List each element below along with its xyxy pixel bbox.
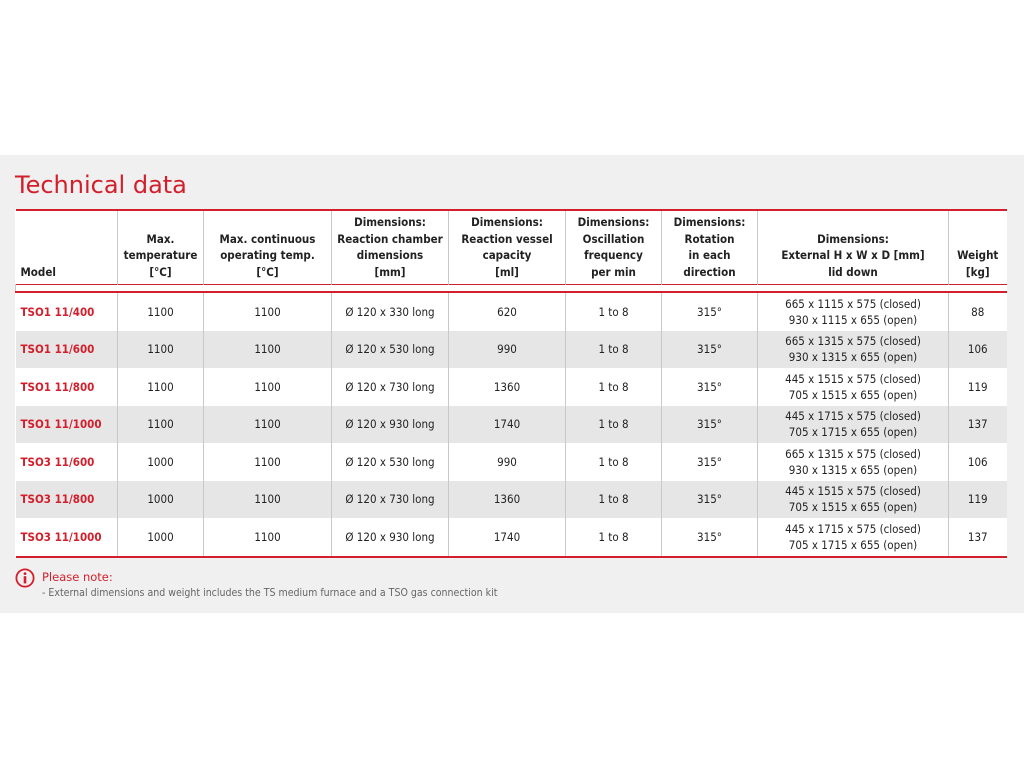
cell-rotation: 315° (662, 443, 758, 481)
cell-max-temperature: 1000 (118, 518, 204, 557)
cell-max-temperature: 1100 (118, 331, 204, 369)
page-title: Technical data (15, 171, 187, 199)
cell-max-continuous-temp: 1100 (204, 368, 332, 406)
cell-max-continuous-temp: 1100 (204, 443, 332, 481)
cell-external-dimensions: 445 x 1715 x 575 (closed) 705 x 1715 x 655 (open) (758, 518, 949, 557)
header-divider-cell (16, 285, 1007, 293)
cell-max-temperature: 1100 (118, 368, 204, 406)
cell-max-continuous-temp: 1100 (204, 292, 332, 331)
note-title: Please note: (42, 570, 113, 584)
cell-max-temperature: 1100 (118, 406, 204, 444)
cell-max-continuous-temp: 1100 (204, 518, 332, 557)
header-model: Model (16, 210, 118, 285)
technical-data-table (15, 209, 1007, 558)
table-row (16, 443, 1007, 481)
cell-weight: 106 (949, 443, 1007, 481)
cell-reaction-chamber: Ø 120 x 530 long (332, 443, 449, 481)
cell-max-continuous-temp: 1100 (204, 406, 332, 444)
header-reaction-chamber: Dimensions: Reaction chamber dimensions [mm] (332, 210, 449, 285)
cell-reaction-vessel: 990 (449, 443, 566, 481)
cell-model: TSO1 11/1000 (16, 406, 118, 444)
cell-model: TSO1 11/400 (16, 292, 118, 331)
cell-weight: 119 (949, 481, 1007, 519)
cell-external-dimensions: 445 x 1715 x 575 (closed) 705 x 1715 x 655 (open) (758, 406, 949, 444)
cell-reaction-chamber: Ø 120 x 530 long (332, 331, 449, 369)
cell-external-dimensions: 445 x 1515 x 575 (closed) 705 x 1515 x 655 (open) (758, 481, 949, 519)
cell-weight: 137 (949, 518, 1007, 557)
header-rotation: Dimensions: Rotation in each direction (662, 210, 758, 285)
cell-reaction-vessel: 990 (449, 331, 566, 369)
cell-model: TSO3 11/600 (16, 443, 118, 481)
table-row (16, 481, 1007, 519)
cell-reaction-chamber: Ø 120 x 730 long (332, 481, 449, 519)
cell-oscillation: 1 to 8 (566, 368, 662, 406)
cell-oscillation: 1 to 8 (566, 481, 662, 519)
table-row (16, 406, 1007, 444)
table-row (16, 368, 1007, 406)
cell-weight: 137 (949, 406, 1007, 444)
header-divider (16, 285, 1007, 293)
header-max-continuous-temp: Max. continuous operating temp. [°C] (204, 210, 332, 285)
cell-model: TSO1 11/600 (16, 331, 118, 369)
cell-reaction-vessel: 1360 (449, 481, 566, 519)
cell-model: TSO3 11/1000 (16, 518, 118, 557)
info-icon (15, 568, 35, 588)
cell-max-temperature: 1000 (118, 481, 204, 519)
table-row (16, 331, 1007, 369)
cell-oscillation: 1 to 8 (566, 331, 662, 369)
cell-external-dimensions: 665 x 1315 x 575 (closed) 930 x 1315 x 655 (open) (758, 443, 949, 481)
cell-max-continuous-temp: 1100 (204, 481, 332, 519)
cell-oscillation: 1 to 8 (566, 292, 662, 331)
cell-oscillation: 1 to 8 (566, 406, 662, 444)
table-row (16, 518, 1007, 557)
cell-external-dimensions: 445 x 1515 x 575 (closed) 705 x 1515 x 655 (open) (758, 368, 949, 406)
cell-rotation: 315° (662, 406, 758, 444)
cell-weight: 119 (949, 368, 1007, 406)
cell-max-continuous-temp: 1100 (204, 331, 332, 369)
header-reaction-vessel: Dimensions: Reaction vessel capacity [ml] (449, 210, 566, 285)
cell-max-temperature: 1000 (118, 443, 204, 481)
cell-external-dimensions: 665 x 1315 x 575 (closed) 930 x 1315 x 655 (open) (758, 331, 949, 369)
cell-rotation: 315° (662, 292, 758, 331)
cell-reaction-chamber: Ø 120 x 930 long (332, 406, 449, 444)
header-oscillation: Dimensions: Oscillation frequency per min (566, 210, 662, 285)
technical-data-table-wrap (15, 209, 1006, 558)
table-header-row (16, 210, 1007, 285)
cell-model: TSO3 11/800 (16, 481, 118, 519)
cell-rotation: 315° (662, 518, 758, 557)
cell-weight: 106 (949, 331, 1007, 369)
cell-max-temperature: 1100 (118, 292, 204, 331)
header-max-temperature: Max. temperature [°C] (118, 210, 204, 285)
cell-reaction-vessel: 1740 (449, 406, 566, 444)
header-external-dimensions: Dimensions: External H x W x D [mm] lid down (758, 210, 949, 285)
cell-weight: 88 (949, 292, 1007, 331)
cell-reaction-chamber: Ø 120 x 930 long (332, 518, 449, 557)
cell-external-dimensions: 665 x 1115 x 575 (closed) 930 x 1115 x 655 (open) (758, 292, 949, 331)
cell-oscillation: 1 to 8 (566, 518, 662, 557)
cell-model: TSO1 11/800 (16, 368, 118, 406)
note-text: - External dimensions and weight includes the TS medium furnace and a TSO gas connection kit (42, 587, 498, 599)
cell-rotation: 315° (662, 368, 758, 406)
cell-rotation: 315° (662, 481, 758, 519)
cell-oscillation: 1 to 8 (566, 443, 662, 481)
header-weight: Weight [kg] (949, 210, 1007, 285)
cell-reaction-vessel: 1740 (449, 518, 566, 557)
cell-reaction-vessel: 1360 (449, 368, 566, 406)
cell-rotation: 315° (662, 331, 758, 369)
cell-reaction-chamber: Ø 120 x 730 long (332, 368, 449, 406)
cell-reaction-vessel: 620 (449, 292, 566, 331)
table-row (16, 292, 1007, 331)
cell-reaction-chamber: Ø 120 x 330 long (332, 292, 449, 331)
